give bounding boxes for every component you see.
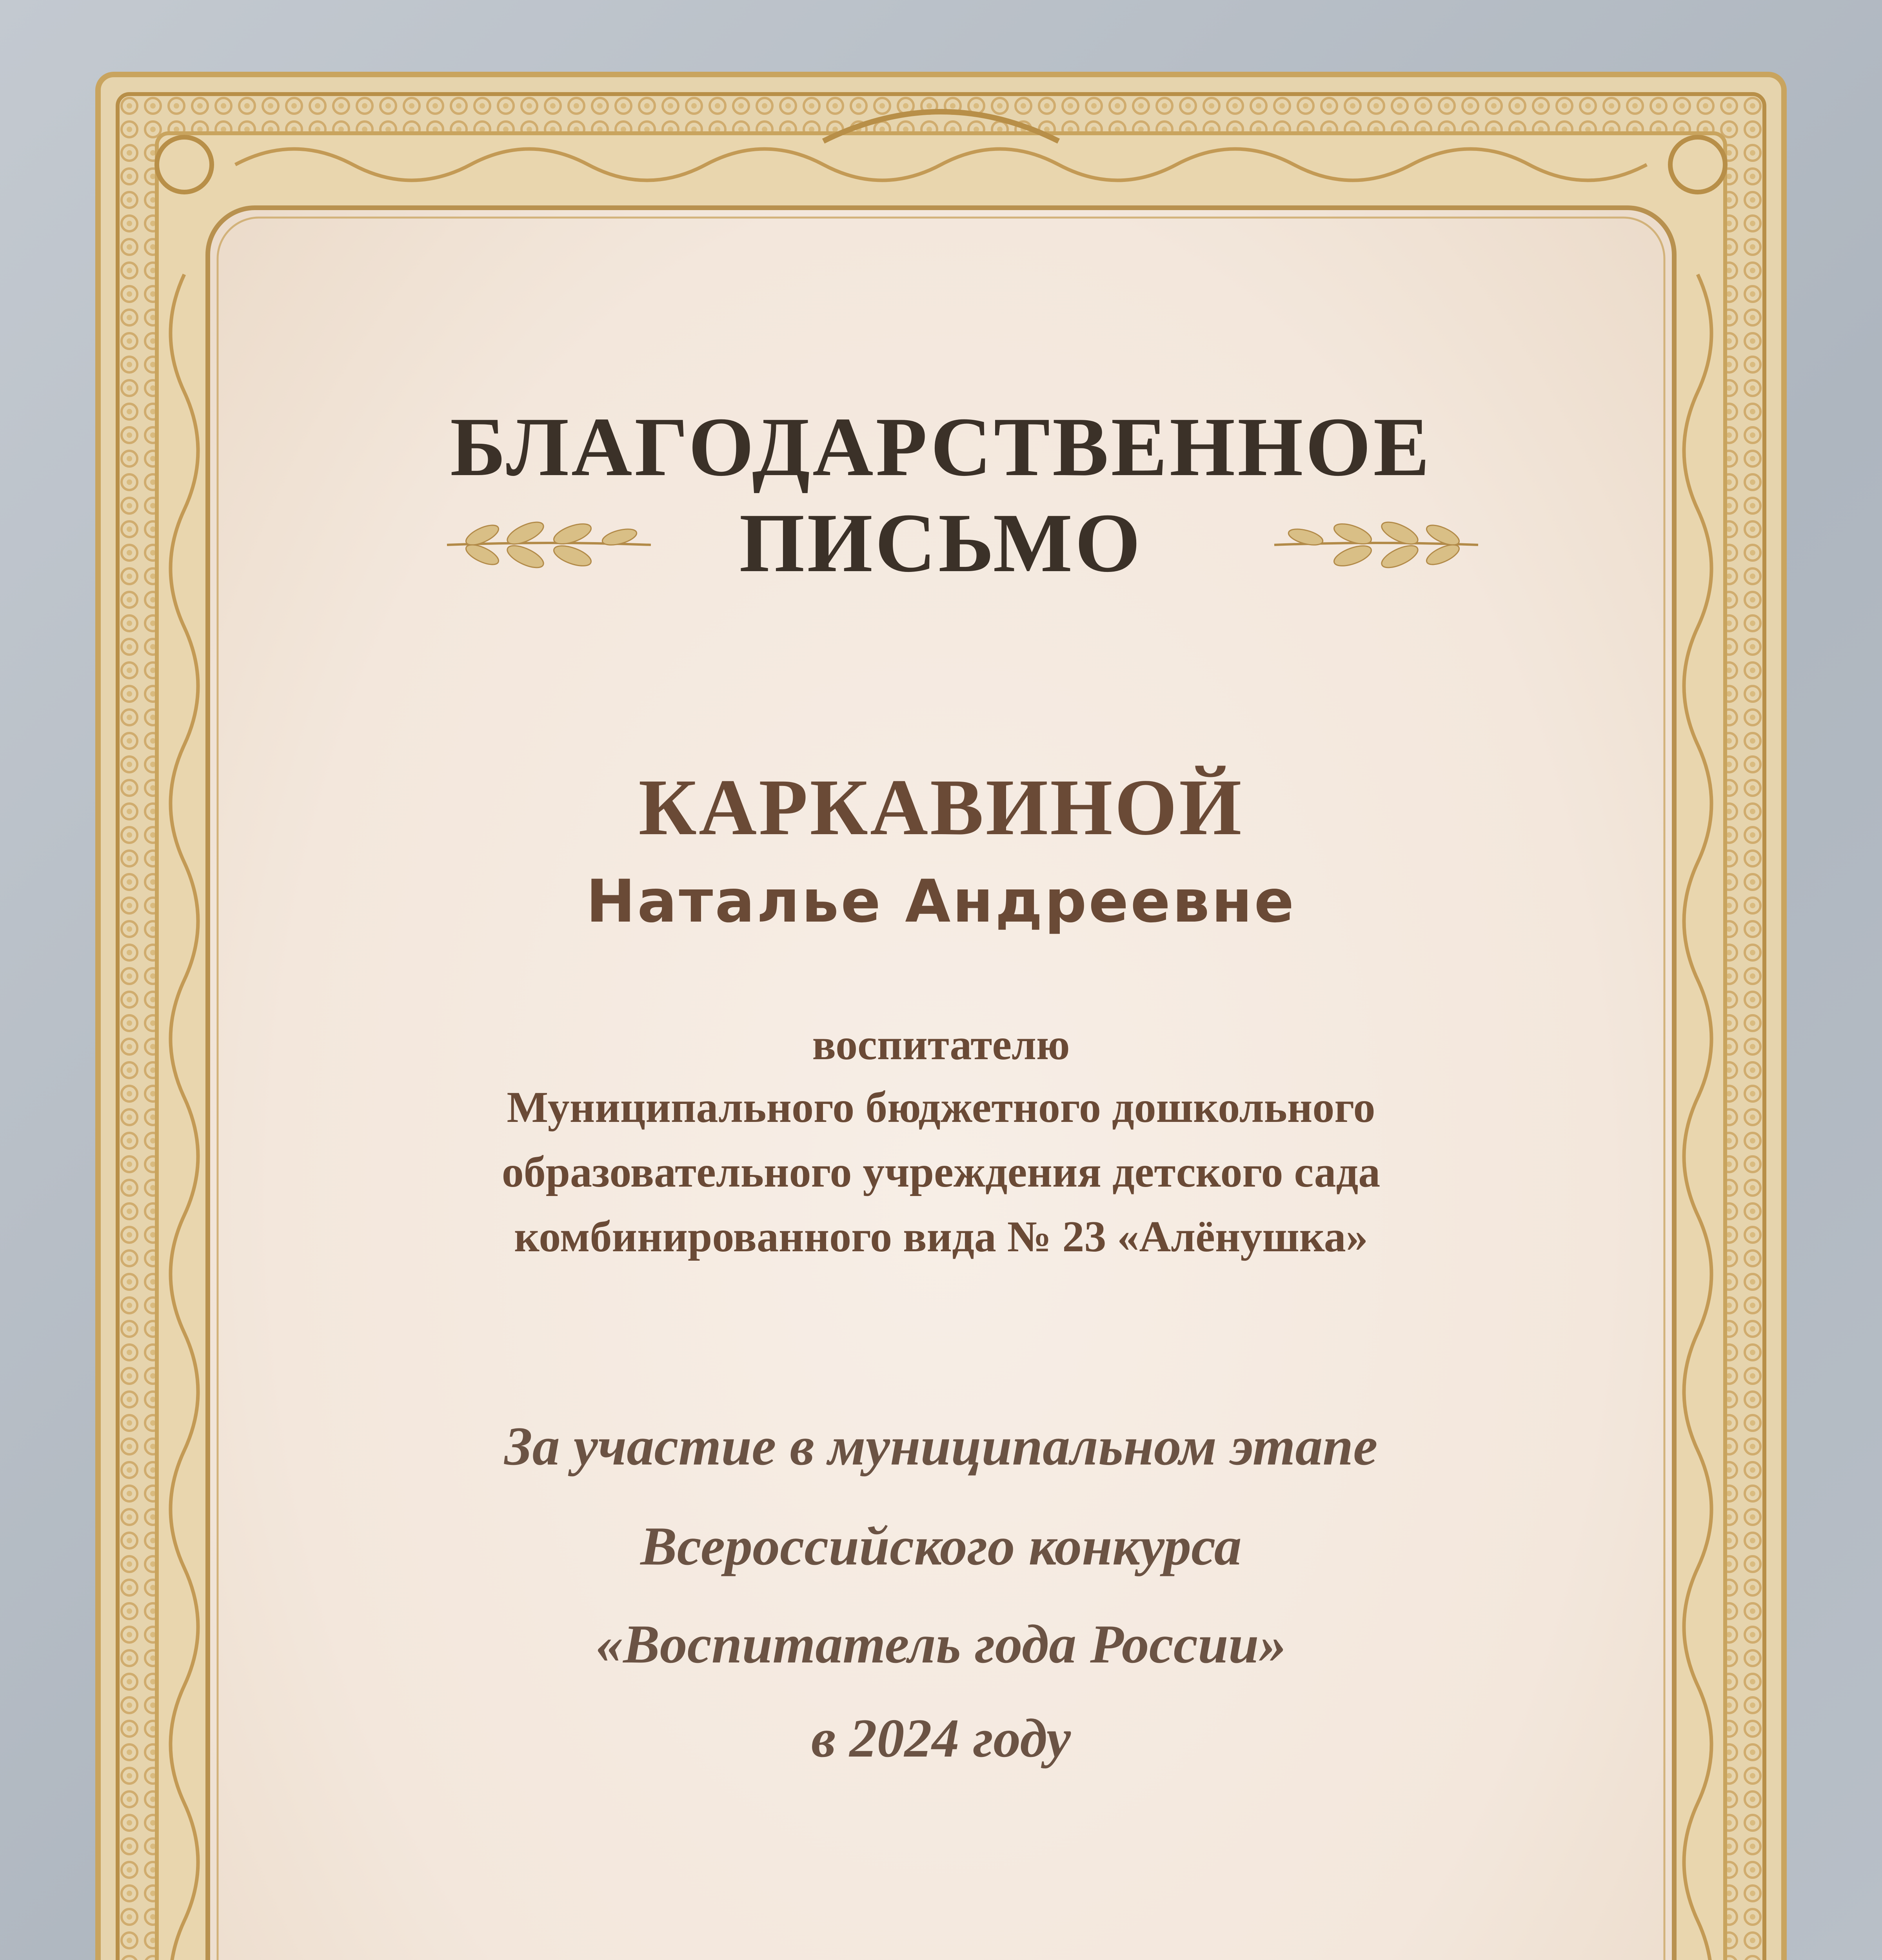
position-line: Муниципального бюджетного дошкольного [507,1083,1375,1132]
recipient-given-name: Наталье Андреевне [586,867,1296,936]
reason-line: в 2024 году [811,1708,1071,1769]
reason-line: За участие в муниципальном этапе [504,1416,1378,1477]
document-title-line1: БЛАГОДАРСТВЕННОЕ [450,400,1432,494]
document-title-line2: ПИСЬМО [739,496,1143,590]
position-line: образовательного учреждения детского сада [501,1148,1381,1196]
recipient-surname: КАРКАВИНОЙ [638,763,1244,852]
reason-line: Всероссийского конкурса [640,1516,1242,1577]
position-line: комбинированного вида № 23 «Алёнушка» [514,1212,1368,1261]
reason-line: «Воспитатель года России» [596,1614,1286,1675]
position-line: воспитателю [812,1020,1070,1069]
